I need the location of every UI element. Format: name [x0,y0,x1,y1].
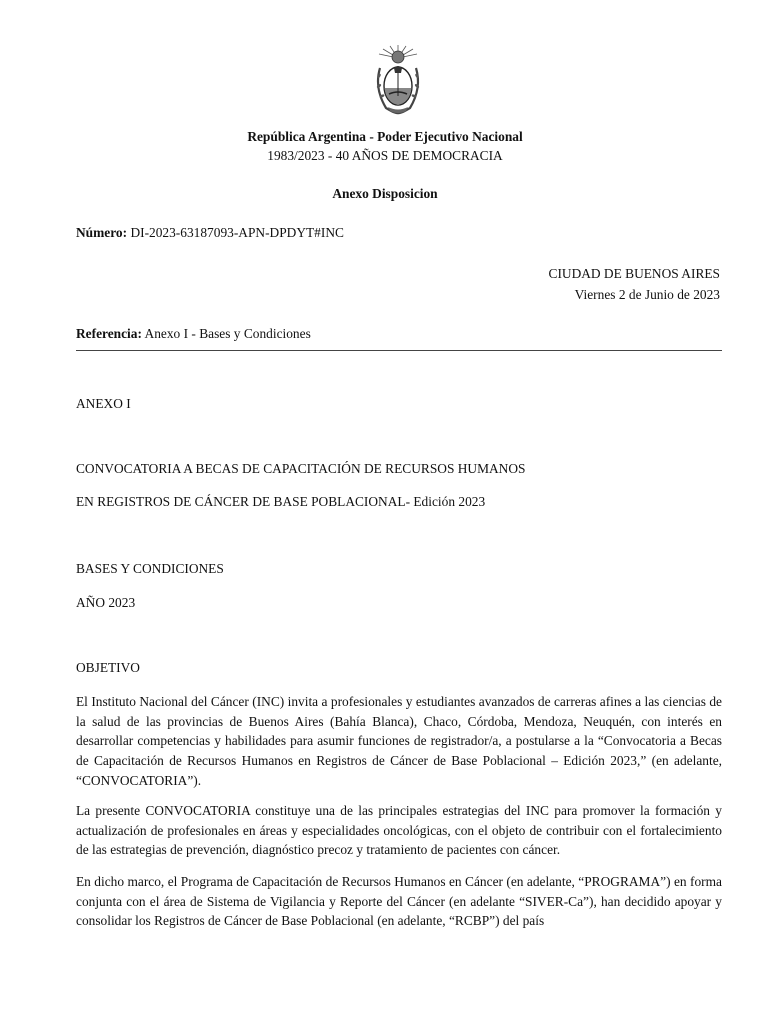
call-title-line1: CONVOCATORIA A BECAS DE CAPACITACIÓN DE RECURSOS HUMANOS [76,461,526,476]
header-subtitle: 1983/2023 - 40 AÑOS DE DEMOCRACIA [267,148,503,163]
call-title-line2: EN REGISTROS DE CÁNCER DE BASE POBLACIONAL- Edición 2023 [76,494,486,509]
objective-heading: OBJETIVO [76,660,140,675]
national-coat-of-arms-icon [370,44,426,116]
document-type: Anexo Disposicion [332,186,438,201]
year-heading: AÑO 2023 [76,595,136,610]
header-divider [76,350,722,351]
numero-value: DI-2023-63187093-APN-DPDYT#INC [130,225,344,240]
referencia-value: Anexo I - Bases y Condiciones [144,326,311,341]
numero-line [76,224,344,242]
numero-label: Número: [76,225,128,240]
annex-heading: ANEXO I [76,396,131,411]
paragraph-3: En dicho marco, el Programa de Capacitación de Recursos Humanos en Cáncer (en adelante, “PROGRAMA”) en forma conjunta con el área de Sistema de Vigilancia y Reporte del Cáncer (en adelante “SIVER-Ca”), han decidido apoyar y consolidar los Registros de Cáncer de Base Poblacional (en adelante, “RCBP”) del país [76,874,722,929]
bases-heading: BASES Y CONDICIONES [76,561,224,576]
referencia-line [76,325,311,343]
paragraph-1: El Instituto Nacional del Cáncer (INC) invita a profesionales y estudiantes avanzados de carreras afines a las ciencias de la salud de las provincias de Buenos Aires (Bahía Blanca), Chaco, Córdoba, Mendoza, Neuquén, con interés en desarrollar competencias y habilidades para asumir funciones de registrador/a, a postularse a la “Convocatoria a Becas de Capacitación de Recursos Humanos en Registros de Cáncer de Base Poblacional – Edición 2023,” (en adelante, “CONVOCATORIA”). [76,694,722,788]
document-date: Viernes 2 de Junio de 2023 [574,287,720,302]
header-title: República Argentina - Poder Ejecutivo Nacional [247,129,523,144]
paragraph-2: La presente CONVOCATORIA constituye una de las principales estrategias del INC para promover la formación y actualización de profesionales en áreas y especialidades oncológicas, con el objeto de contribuir con el fortalecimiento de las estrategias de prevención, diagnóstico precoz y tratamiento de pacientes con cáncer. [76,803,722,858]
referencia-label: Referencia: [76,326,142,341]
city: CIUDAD DE BUENOS AIRES [548,266,720,281]
